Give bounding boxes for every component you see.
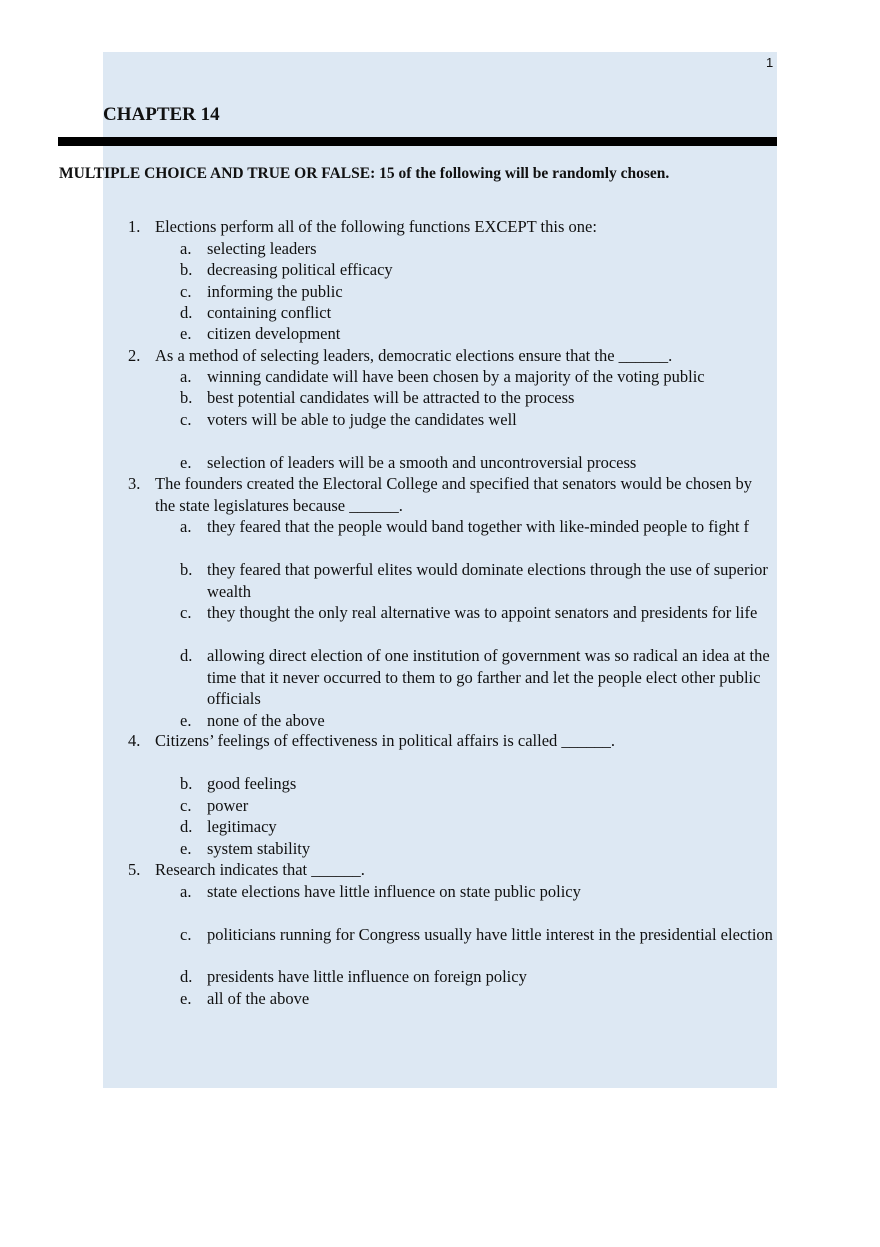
- option-text: presidents have little influence on foreign policy: [207, 967, 527, 986]
- question-number: 1.: [128, 217, 141, 236]
- option-text: politicians running for Congress usually have little interest in the presidential election: [207, 925, 773, 944]
- option-letter: c.: [180, 925, 192, 944]
- option-letter: e.: [180, 324, 192, 343]
- question-text: Citizens’ feelings of effectiveness in political affairs is called ______.: [155, 731, 616, 750]
- option-letter: a.: [180, 239, 192, 258]
- question-text: As a method of selecting leaders, democratic elections ensure that the ______.: [155, 346, 673, 365]
- option-text: decreasing political efficacy: [207, 260, 393, 279]
- option-letter: b.: [180, 560, 193, 579]
- option-letter: b.: [180, 388, 193, 407]
- option-text: good feelings: [207, 774, 297, 793]
- option-text: state elections have little influence on state public policy: [207, 882, 581, 901]
- option-letter: b.: [180, 260, 193, 279]
- heading-divider: [58, 137, 777, 146]
- question-text: Elections perform all of the following functions EXCEPT this one:: [155, 217, 597, 236]
- option-text: containing conflict: [207, 303, 332, 322]
- instructions-text: MULTIPLE CHOICE AND TRUE OR FALSE: 15 of the following will be randomly chosen.: [59, 165, 670, 182]
- question-number: 4.: [128, 731, 141, 750]
- option-letter: e.: [180, 989, 192, 1008]
- option-letter: d.: [180, 303, 193, 322]
- option-letter: b.: [180, 774, 193, 793]
- question-text: Research indicates that ______.: [155, 860, 365, 879]
- option-text: winning candidate will have been chosen by a majority of the voting public: [207, 367, 705, 386]
- option-letter: d.: [180, 817, 193, 836]
- option-text: they feared that the people would band together with like-minded people to fight f: [207, 517, 750, 536]
- option-letter: c.: [180, 410, 192, 429]
- option-letter: a.: [180, 517, 192, 536]
- option-text: allowing direct election of one institution of government was so radical an idea at the time that it never occurred to them to go farther and let the people elect other public officials: [207, 646, 770, 708]
- option-text: power: [207, 796, 249, 815]
- option-text: selecting leaders: [207, 239, 317, 258]
- question-text: The founders created the Electoral College and specified that senators would be chosen by the state legislatures because ______.: [155, 474, 752, 515]
- option-text: all of the above: [207, 989, 310, 1008]
- option-text: legitimacy: [207, 817, 277, 836]
- option-letter: c.: [180, 282, 192, 301]
- option-text: best potential candidates will be attracted to the process: [207, 388, 575, 407]
- option-letter: e.: [180, 453, 192, 472]
- option-letter: c.: [180, 796, 192, 815]
- chapter-title: CHAPTER 14: [103, 104, 220, 125]
- option-text: selection of leaders will be a smooth and uncontroversial process: [207, 453, 637, 472]
- option-letter: e.: [180, 711, 192, 730]
- option-letter: d.: [180, 967, 193, 986]
- option-text: system stability: [207, 839, 311, 858]
- option-text: informing the public: [207, 282, 343, 301]
- option-text: they thought the only real alternative was to appoint senators and presidents for life: [207, 603, 758, 622]
- option-letter: d.: [180, 646, 193, 665]
- option-text: citizen development: [207, 324, 341, 343]
- option-letter: c.: [180, 603, 192, 622]
- option-text: voters will be able to judge the candidates well: [207, 410, 517, 429]
- option-text: none of the above: [207, 711, 325, 730]
- question-number: 5.: [128, 860, 141, 879]
- option-letter: a.: [180, 882, 192, 901]
- option-letter: a.: [180, 367, 192, 386]
- option-text: they feared that powerful elites would dominate elections through the use of superior wealth: [207, 560, 768, 601]
- question-number: 3.: [128, 474, 141, 493]
- option-letter: e.: [180, 839, 192, 858]
- page-number: 1: [766, 55, 774, 70]
- question-number: 2.: [128, 346, 141, 365]
